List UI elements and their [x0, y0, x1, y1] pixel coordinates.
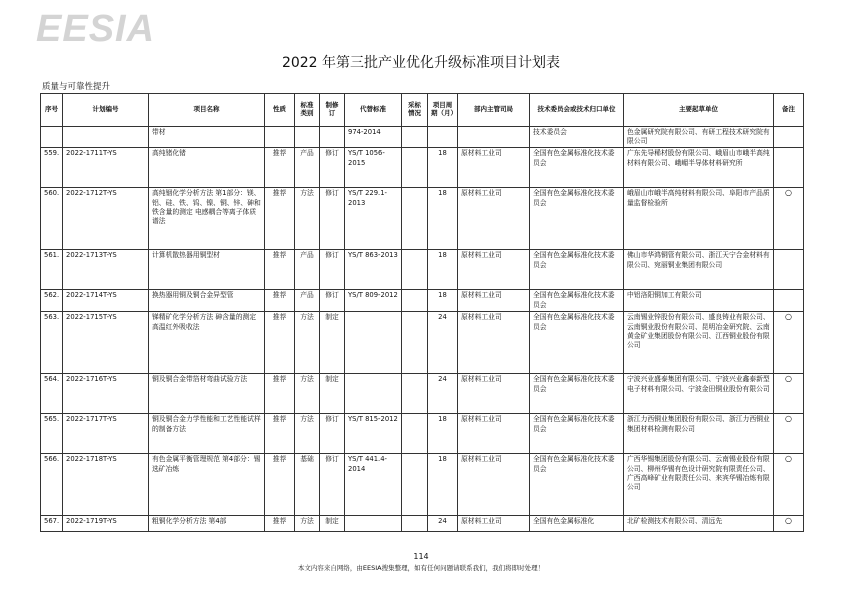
table-row	[41, 454, 804, 516]
cell-category: 方法	[295, 374, 320, 414]
cell-adopt	[402, 127, 428, 148]
cell-code: 2022-1712T-YS	[63, 188, 149, 250]
cell-dept: 原材料工业司	[458, 290, 530, 312]
cell-code: 2022-1719T-YS	[63, 516, 149, 532]
cell-no: 565.	[41, 414, 63, 454]
cell-replace: YS/T 229.1-2013	[345, 188, 402, 250]
col-header-dept: 部内主管司局	[458, 94, 530, 127]
cell-nature: 推荐	[265, 454, 295, 516]
cell-period: 18	[428, 454, 458, 516]
cell-replace: YS/T 863-2013	[345, 250, 402, 290]
cell-nature: 推荐	[265, 290, 295, 312]
cell-note: ○	[774, 374, 804, 414]
cell-dept: 原材料工业司	[458, 454, 530, 516]
table-header-row	[41, 94, 804, 127]
cell-replace: YS/T 1056-2015	[345, 148, 402, 188]
cell-adopt	[402, 250, 428, 290]
cell-period: 18	[428, 250, 458, 290]
cell-revision: 制定	[320, 516, 345, 532]
cell-drafter: 云南锡业锌股份有限公司、盛良铸业有限公司、云南铜业股份有限公司、昆明冶金研究院、云南黄金矿业集团股份有限公司、江西铜业股份有限公司	[624, 312, 774, 374]
cell-name: 锑精矿化学分析方法 砷含量的测定 高温红外吸收法	[149, 312, 265, 374]
cell-committee: 技术委员会	[530, 127, 624, 148]
table-row	[41, 374, 804, 414]
cell-nature: 推荐	[265, 148, 295, 188]
cell-name: 计算机散热器用铜型材	[149, 250, 265, 290]
cell-dept: 原材料工业司	[458, 414, 530, 454]
col-header-revision: 制修订	[320, 94, 345, 127]
cell-dept: 原材料工业司	[458, 188, 530, 250]
cell-code: 2022-1711T-YS	[63, 148, 149, 188]
cell-committee: 全国有色金属标准化技术委员会	[530, 148, 624, 188]
cell-note	[774, 127, 804, 148]
table-row	[41, 414, 804, 454]
cell-no: 567.	[41, 516, 63, 532]
cell-nature: 推荐	[265, 374, 295, 414]
cell-nature: 推荐	[265, 516, 295, 532]
cell-replace	[345, 516, 402, 532]
table-row	[41, 188, 804, 250]
section-subtitle: 质量与可靠性提升	[42, 82, 111, 92]
cell-no: 563.	[41, 312, 63, 374]
cell-note: ○	[774, 414, 804, 454]
cell-committee: 全国有色金属标准化技术委员会	[530, 188, 624, 250]
cell-revision	[320, 127, 345, 148]
cell-name: 铜及铜合金力学性能和工艺性能试样的制备方法	[149, 414, 265, 454]
cell-period: 18	[428, 290, 458, 312]
cell-note: ○	[774, 454, 804, 516]
cell-no: 566.	[41, 454, 63, 516]
cell-no: 561.	[41, 250, 63, 290]
table-row	[41, 148, 804, 188]
cell-note	[774, 148, 804, 188]
cell-nature: 推荐	[265, 312, 295, 374]
cell-committee: 全国有色金属标准化技术委员会	[530, 250, 624, 290]
cell-no: 559.	[41, 148, 63, 188]
cell-code	[63, 127, 149, 148]
table-row	[41, 312, 804, 374]
cell-code: 2022-1717T-YS	[63, 414, 149, 454]
cell-period: 18	[428, 148, 458, 188]
cell-category: 方法	[295, 312, 320, 374]
table-row	[41, 290, 804, 312]
cell-period: 18	[428, 414, 458, 454]
cell-category: 基础	[295, 454, 320, 516]
cell-code: 2022-1715T-YS	[63, 312, 149, 374]
cell-period: 24	[428, 374, 458, 414]
col-header-nature: 性质	[265, 94, 295, 127]
cell-code: 2022-1713T-YS	[63, 250, 149, 290]
cell-period: 18	[428, 188, 458, 250]
cell-committee: 全国有色金属标准化技术委员会	[530, 414, 624, 454]
cell-revision: 修订	[320, 290, 345, 312]
cell-dept	[458, 127, 530, 148]
cell-nature	[265, 127, 295, 148]
col-header-no: 序号	[41, 94, 63, 127]
cell-revision: 修订	[320, 188, 345, 250]
cell-no: 560.	[41, 188, 63, 250]
page-title: 2022 年第三批产业优化升级标准项目计划表	[281, 55, 561, 71]
cell-category: 产品	[295, 290, 320, 312]
cell-drafter: 广西华锡集团股份有限公司、云南锡业股份有限公司、柳州华锡有色设计研究院有限责任公司、广西高峰矿业有限责任公司、来宾华锡冶炼有限公司	[624, 454, 774, 516]
footer-notice: 本文内容来自网络，由EESIA搜集整理，如有任何问题请联系我们，我们将即时处理！	[297, 564, 545, 572]
cell-revision: 制定	[320, 374, 345, 414]
cell-drafter: 宁波兴业盛泰集团有限公司、宁波兴业鑫泰新型电子材料有限公司、宁波金田铜业股份有限公司	[624, 374, 774, 414]
cell-adopt	[402, 290, 428, 312]
col-header-period: 项目周期（月）	[428, 94, 458, 127]
cell-period: 24	[428, 516, 458, 532]
cell-drafter: 广东先导稀材股份有限公司、峨眉山市峨半高纯材料有限公司、峨嵋半导体材料研究所	[624, 148, 774, 188]
cell-nature: 推荐	[265, 414, 295, 454]
col-header-note: 备注	[774, 94, 804, 127]
cell-replace: 974-2014	[345, 127, 402, 148]
table-row	[41, 516, 804, 532]
cell-drafter: 中铝洛阳铜加工有限公司	[624, 290, 774, 312]
cell-nature: 推荐	[265, 188, 295, 250]
cell-committee: 全国有色金属标准化	[530, 516, 624, 532]
cell-drafter: 峨眉山市峨半高纯材料有限公司、阜阳市产品质量监督检验所	[624, 188, 774, 250]
cell-name: 粗铜化学分析方法 第4部	[149, 516, 265, 532]
cell-replace: YS/T 809-2012	[345, 290, 402, 312]
cell-revision: 修订	[320, 148, 345, 188]
cell-no: 562.	[41, 290, 63, 312]
cell-adopt	[402, 374, 428, 414]
cell-name: 高纯锗化锗	[149, 148, 265, 188]
cell-adopt	[402, 188, 428, 250]
cell-drafter: 北矿检测技术有限公司、清远先	[624, 516, 774, 532]
cell-committee: 全国有色金属标准化技术委员会	[530, 454, 624, 516]
cell-adopt	[402, 414, 428, 454]
col-header-code: 计划编号	[63, 94, 149, 127]
cell-no	[41, 127, 63, 148]
cell-period: 24	[428, 312, 458, 374]
cell-note: ○	[774, 312, 804, 374]
cell-revision: 修订	[320, 454, 345, 516]
cell-dept: 原材料工业司	[458, 250, 530, 290]
page-number: 114	[413, 552, 429, 561]
cell-nature: 推荐	[265, 250, 295, 290]
table-row	[41, 127, 804, 148]
table-row	[41, 250, 804, 290]
cell-adopt	[402, 312, 428, 374]
cell-name: 有色金属平衡管理规范 第4部分：锡选矿冶炼	[149, 454, 265, 516]
cell-code: 2022-1718T-YS	[63, 454, 149, 516]
cell-note	[774, 250, 804, 290]
cell-code: 2022-1714T-YS	[63, 290, 149, 312]
cell-dept: 原材料工业司	[458, 148, 530, 188]
standards-plan-table	[40, 93, 804, 532]
cell-dept: 原材料工业司	[458, 312, 530, 374]
col-header-category: 标准类别	[295, 94, 320, 127]
cell-category: 方法	[295, 188, 320, 250]
cell-replace: YS/T 441.4-2014	[345, 454, 402, 516]
cell-name: 换热器用铜及铜合金异型管	[149, 290, 265, 312]
cell-drafter: 色金属研究院有限公司、有研工程技术研究院有限公司	[624, 127, 774, 148]
cell-revision: 修订	[320, 250, 345, 290]
cell-name: 高纯铟化学分析方法 第1部分：镁、铝、硅、铁、钨、镍、铜、锌、砷和铁含量的测定 电感耦合等离子体质谱法	[149, 188, 265, 250]
cell-committee: 全国有色金属标准化技术委员会	[530, 312, 624, 374]
cell-no: 564.	[41, 374, 63, 414]
cell-category: 产品	[295, 250, 320, 290]
cell-category: 产品	[295, 148, 320, 188]
cell-replace: YS/T 815-2012	[345, 414, 402, 454]
col-header-replace: 代替标准	[345, 94, 402, 127]
cell-name: 带材	[149, 127, 265, 148]
cell-revision: 制定	[320, 312, 345, 374]
cell-drafter: 佛山市华鸿铜管有限公司、浙江天宁合金材料有限公司、宛丽铜业集团有限公司	[624, 250, 774, 290]
cell-name: 铜及铜合金带箔材弯曲试验方法	[149, 374, 265, 414]
cell-replace	[345, 312, 402, 374]
cell-period	[428, 127, 458, 148]
col-header-name: 项目名称	[149, 94, 265, 127]
cell-category: 方法	[295, 516, 320, 532]
cell-adopt	[402, 516, 428, 532]
cell-committee: 全国有色金属标准化技术委员会	[530, 374, 624, 414]
cell-replace	[345, 374, 402, 414]
cell-note	[774, 290, 804, 312]
cell-adopt	[402, 454, 428, 516]
cell-committee: 全国有色金属标准化技术委员会	[530, 290, 624, 312]
cell-category: 方法	[295, 414, 320, 454]
cell-adopt	[402, 148, 428, 188]
cell-dept: 原材料工业司	[458, 374, 530, 414]
col-header-adopt: 采标情况	[402, 94, 428, 127]
cell-dept: 原材料工业司	[458, 516, 530, 532]
col-header-committee: 技术委员会或技术归口单位	[530, 94, 624, 127]
cell-revision: 修订	[320, 414, 345, 454]
cell-note: ○	[774, 188, 804, 250]
cell-note: ○	[774, 516, 804, 532]
cell-drafter: 浙江力西铜业集团股份有限公司、浙江力西铜业集团材料检测有限公司	[624, 414, 774, 454]
col-header-drafter: 主要起草单位	[624, 94, 774, 127]
eesia-logo: EESIA	[36, 8, 156, 50]
cell-code: 2022-1716T-YS	[63, 374, 149, 414]
cell-category	[295, 127, 320, 148]
